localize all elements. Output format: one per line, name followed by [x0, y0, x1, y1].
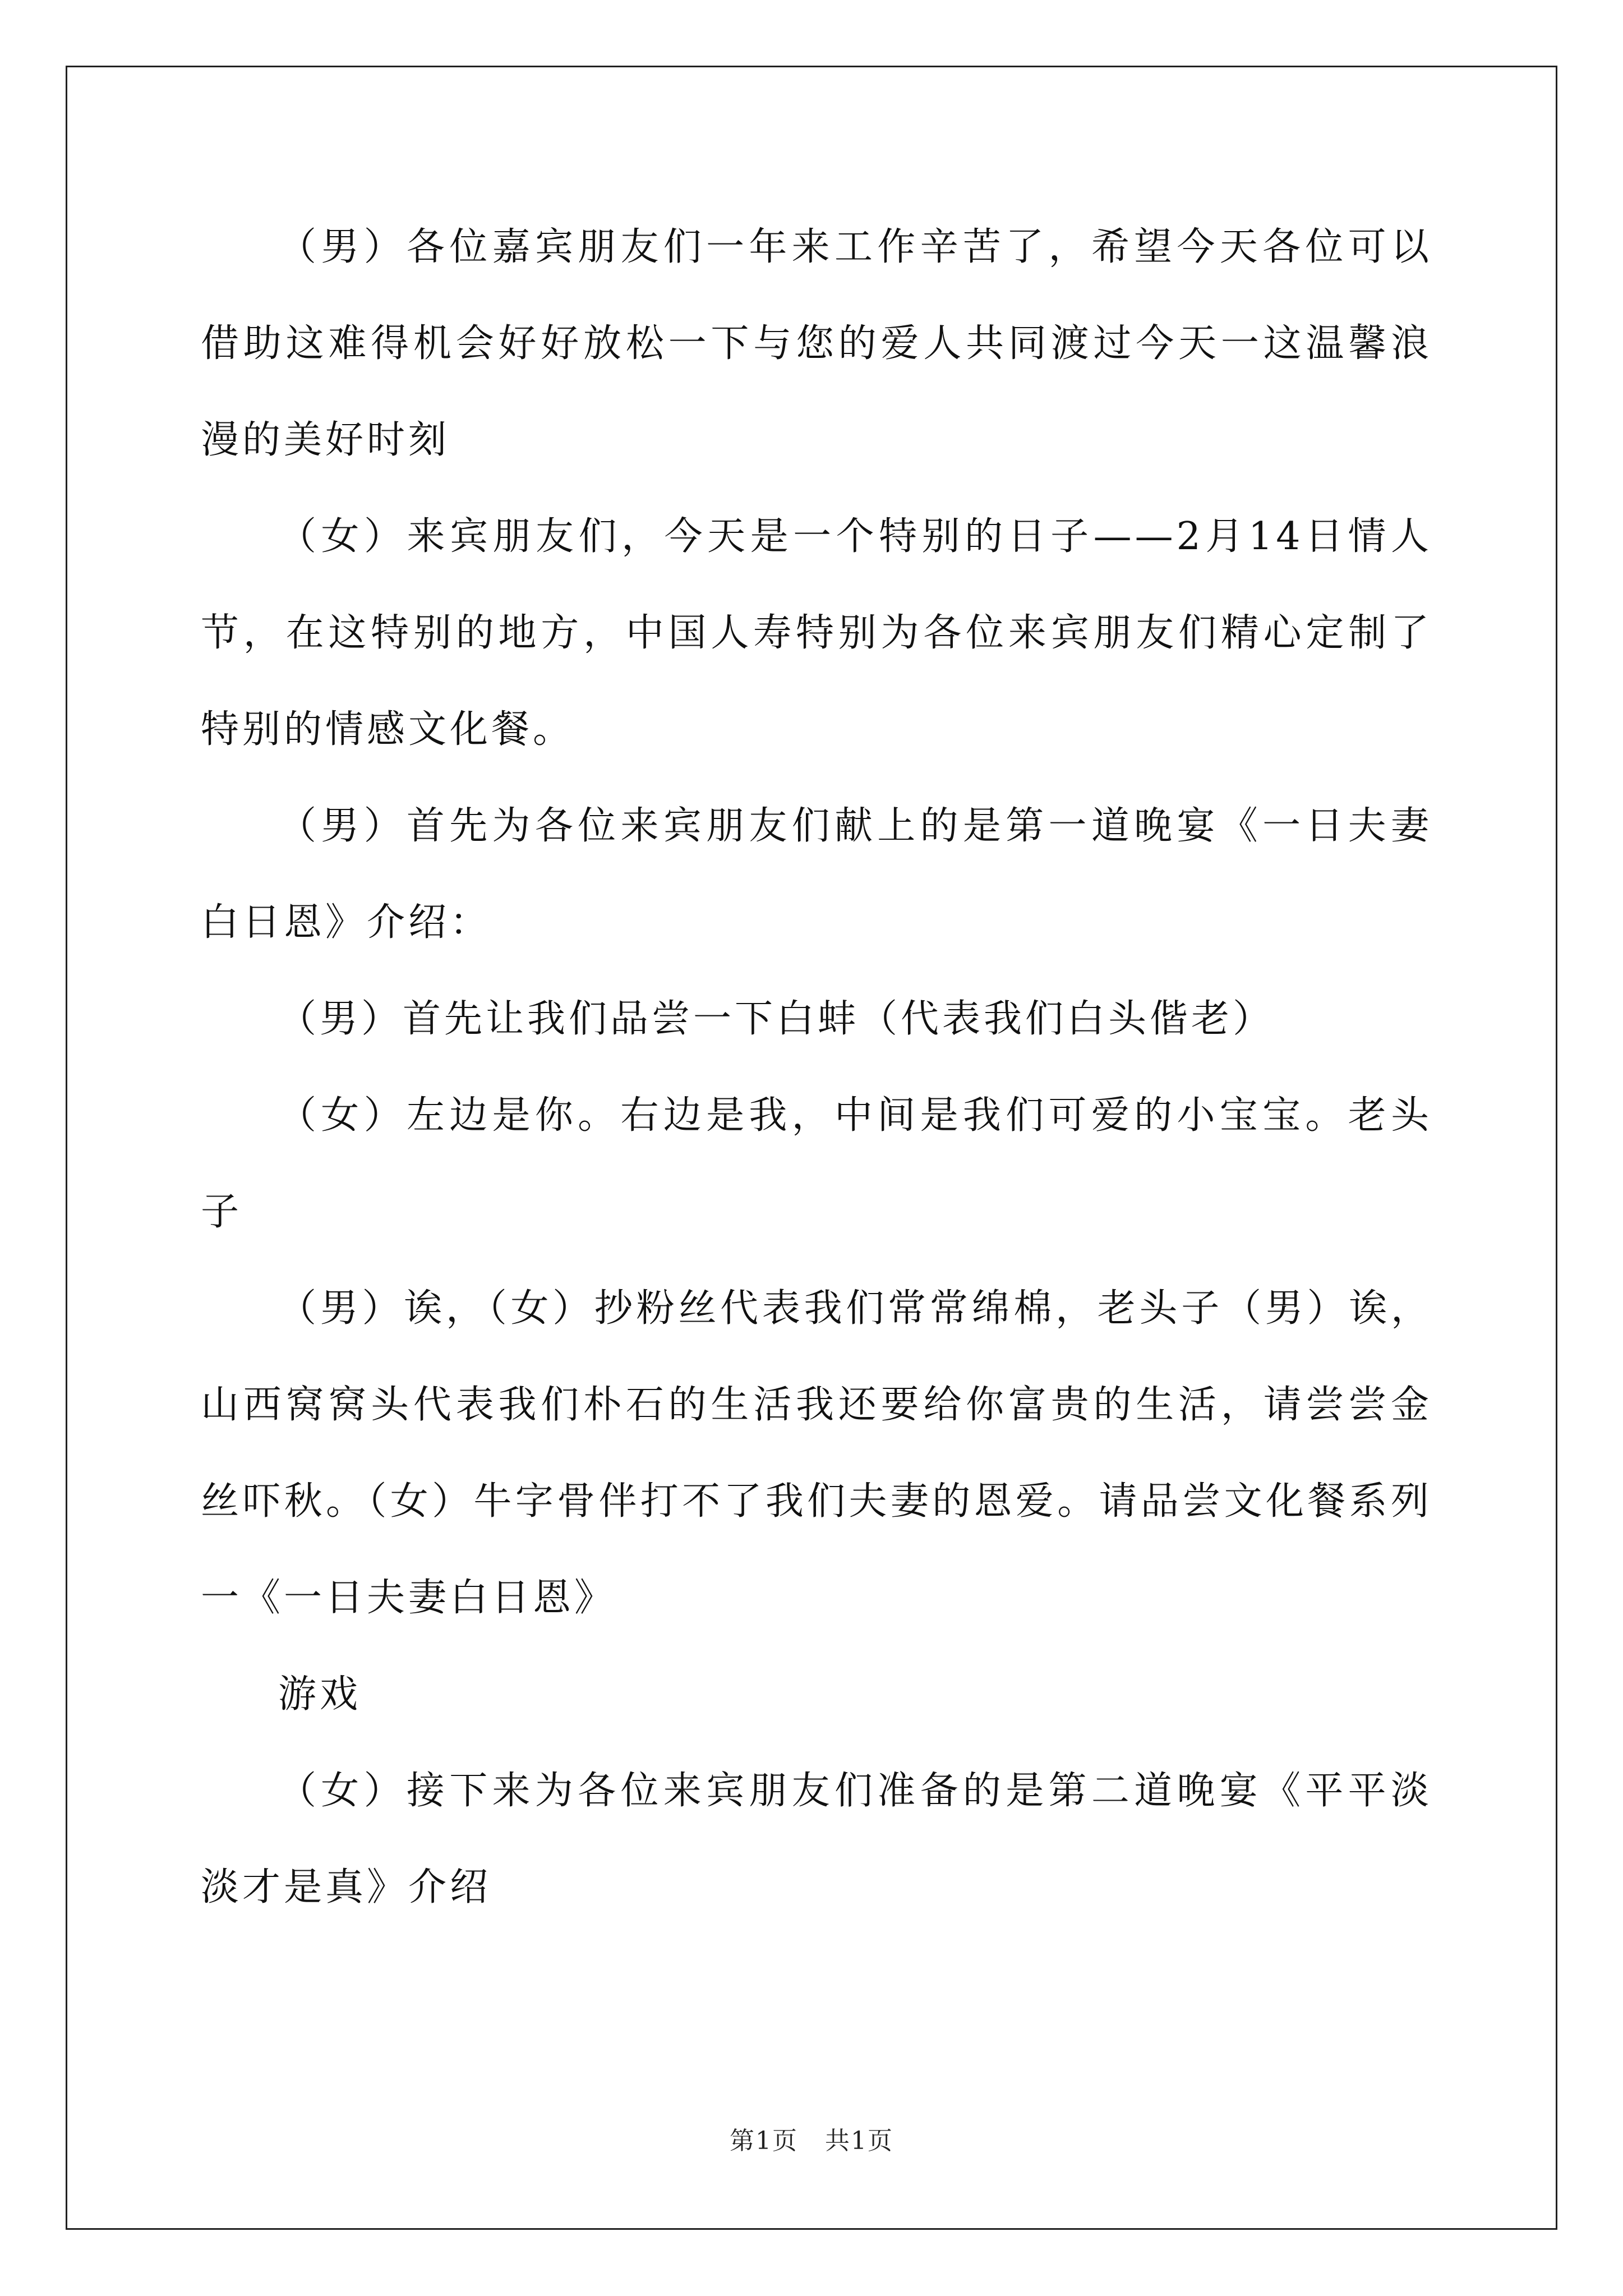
paragraph-2: （女）来宾朋友们，今天是一个特别的日子——2月14日情人节，在这特别的地方，中国人寿特别为各位来宾朋友们精心定制了特别的情感文化餐。: [201, 514, 1432, 752]
page-number: 第1页: [730, 2127, 799, 2155]
page-footer: [0, 2120, 1623, 2156]
paragraph-8: （女）接下来为各位来宾朋友们准备的是第二道晚宴《平平淡淡才是真》介绍: [201, 1769, 1432, 1910]
paragraph-5: （女）左边是你。右边是我，中间是我们可爱的小宝宝。老头子: [201, 1093, 1432, 1234]
paragraph-3: （男）首先为各位来宾朋友们献上的是第一道晚宴《一日夫妻白日恩》介绍：: [201, 804, 1432, 945]
page-total: 共1页: [824, 2127, 893, 2155]
paragraph-7: 游戏: [278, 1672, 362, 1717]
paragraph-4: （男）首先让我们品尝一下白蚌（代表我们白头偕老）: [278, 997, 1275, 1041]
paragraph-6: （男）诶，（女）抄粉丝代表我们常常绵棉，老头子（男）诶，山西窝窝头代表我们朴石的生活我还要给你富贵的生活，请尝尝金丝吓秋。（女）牛字骨伴打不了我们夫妻的恩爱。请品尝文化餐系列一《一日夫妻白日恩》: [201, 1286, 1432, 1620]
document-body: [201, 199, 1432, 1936]
paragraph-1: （男）各位嘉宾朋友们一年来工作辛苦了，希望今天各位可以借助这难得机会好好放松一下与您的爱人共同渡过今天一这温馨浪漫的美好时刻: [201, 225, 1432, 462]
